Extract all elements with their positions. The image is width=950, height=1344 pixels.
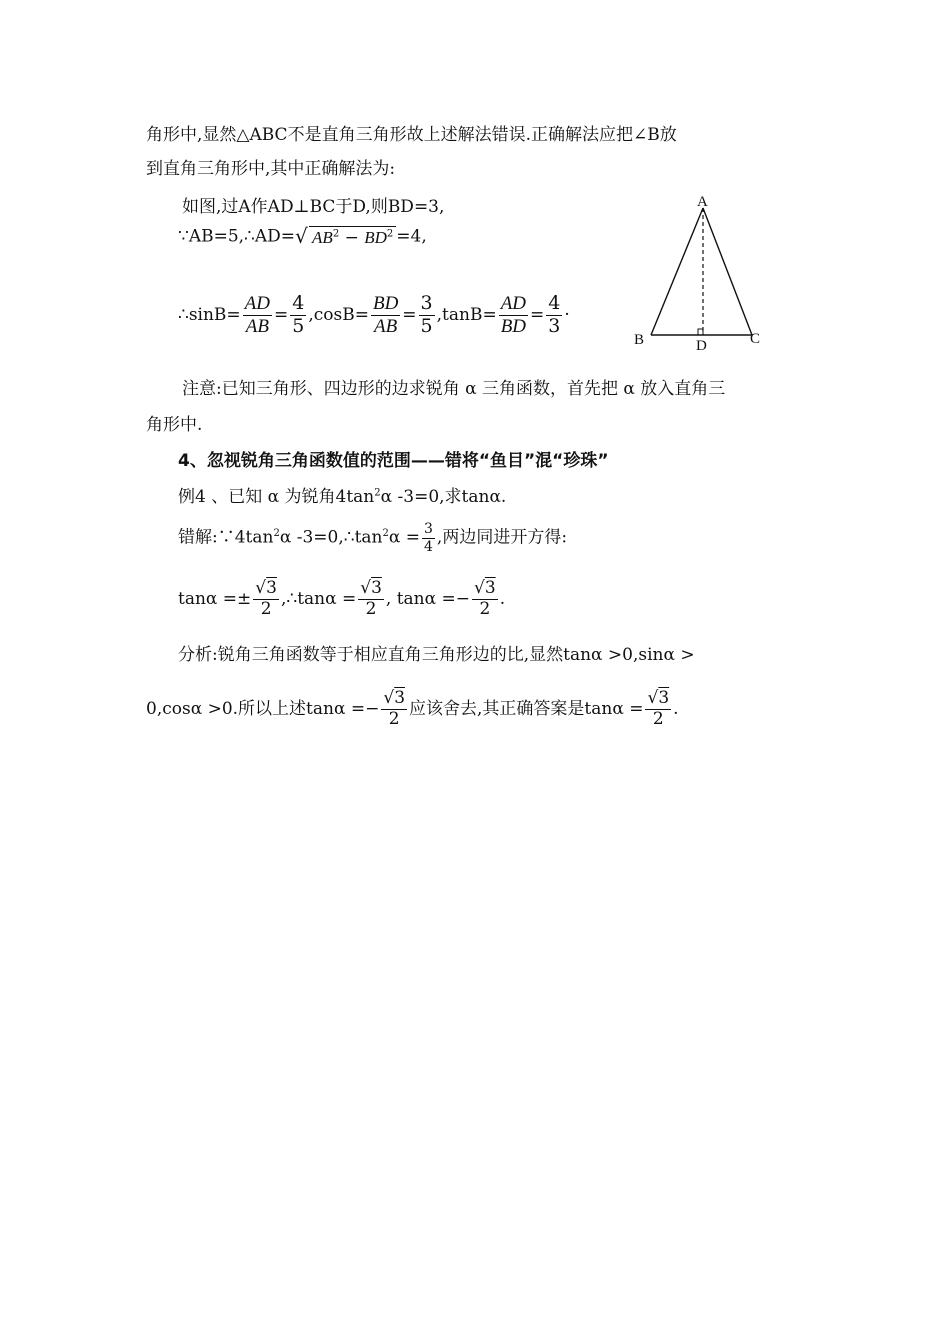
radicand: 3	[484, 578, 496, 598]
label-d: D	[696, 338, 707, 354]
analysis-line	[146, 690, 679, 729]
numerator: AD	[244, 293, 270, 314]
denominator: 2	[388, 708, 400, 729]
numerator: √3	[360, 578, 382, 598]
label-a: A	[697, 194, 708, 210]
text-span: tanα =±	[178, 588, 252, 609]
sqrt-expression	[295, 226, 396, 248]
example-4	[178, 482, 506, 507]
radicand: 3	[658, 688, 670, 708]
numerator: 4	[548, 292, 561, 314]
denominator: 2	[260, 598, 272, 619]
fraction	[371, 294, 400, 337]
numerator: √3	[474, 578, 496, 598]
text-span: ,∴tanα =	[280, 588, 357, 609]
equals: =	[274, 304, 289, 325]
radicand	[309, 226, 396, 248]
radical-sign: √	[295, 224, 308, 248]
section-heading: 4、忽视锐角三角函数值的范围——错将“鱼目”混“珍珠”	[178, 451, 609, 471]
text-span: 错解:∵4tan	[178, 527, 274, 548]
text-span: α -3=0,∴tan	[279, 527, 383, 548]
denominator: 2	[365, 598, 377, 619]
side-ab	[651, 208, 703, 335]
var-bd: BD	[364, 228, 387, 247]
text-span: ,tanB=	[436, 304, 497, 325]
triangle-figure	[628, 190, 778, 355]
text-span: ∵AB=5,∴AD=	[178, 226, 296, 247]
numerator: √3	[647, 688, 670, 708]
numerator: BD	[372, 293, 399, 314]
exponent: 2	[386, 228, 394, 240]
roots-line	[178, 580, 505, 619]
var-ab: AB	[312, 228, 333, 247]
analysis-line: 分析:锐角三角函数等于相应直角三角形边的比,显然tanα >0,sinα >	[178, 645, 695, 665]
fraction	[381, 690, 407, 729]
fraction	[253, 580, 279, 619]
denominator: AB	[245, 315, 269, 337]
text-span: .	[499, 588, 506, 609]
numerator: 3	[420, 292, 433, 314]
text-span: 0,cosα >0.所以上述tanα =−	[146, 698, 380, 719]
side-ac	[703, 208, 752, 335]
text-span: ∴sinB=	[178, 304, 241, 325]
numerator: 4	[292, 292, 305, 314]
fraction	[499, 294, 528, 337]
label-b: B	[634, 332, 645, 348]
exponent: 2	[332, 228, 340, 240]
radicand: 3	[266, 578, 277, 598]
text-span: , tanα =−	[385, 588, 471, 609]
right-angle-mark	[698, 329, 703, 335]
denominator: BD	[500, 315, 527, 337]
fraction	[546, 294, 562, 337]
ad-formula	[178, 226, 427, 248]
denominator: 4	[424, 538, 433, 555]
fraction	[243, 294, 272, 337]
text-line: 到直角三角形中,其中正确解法为:	[146, 159, 396, 179]
solution-intro: 如图,过A作AD⊥BC于D,则BD=3,	[182, 197, 445, 217]
text-span: ·	[564, 304, 570, 325]
denominator: 3	[548, 314, 561, 337]
fraction	[422, 522, 435, 554]
numerator: √3	[255, 578, 277, 598]
text-span: ,两边同进开方得:	[436, 527, 568, 548]
label-c: C	[750, 331, 761, 347]
numerator: AD	[500, 293, 527, 314]
trig-values	[178, 294, 570, 337]
wrong-solution	[178, 522, 567, 554]
fraction	[358, 580, 384, 619]
numerator: 3	[424, 521, 433, 537]
note-line: 角形中.	[146, 415, 203, 435]
denominator: 2	[479, 598, 491, 619]
denominator: 2	[652, 708, 664, 729]
denominator: 5	[420, 314, 433, 337]
radicand: 3	[394, 688, 406, 708]
text-span: =4,	[396, 226, 427, 247]
fraction	[472, 580, 498, 619]
text-span: 应该舍去,其正确答案是tanα =	[409, 698, 644, 719]
equals: =	[530, 304, 545, 325]
text-span: ,cosB=	[308, 304, 369, 325]
radicand: 3	[371, 578, 382, 598]
exponent: 2	[273, 528, 280, 540]
text-span: α -3=0,求tanα.	[380, 487, 507, 507]
fraction	[645, 690, 671, 729]
denominator: 5	[292, 314, 305, 337]
note-line: 注意:已知三角形、四边形的边求锐角 α 三角函数，首先把 α 放入直角三	[182, 379, 726, 399]
equals: =	[402, 304, 417, 325]
text-span: α =	[388, 527, 420, 548]
text-span: 例4 、已知 α 为锐角4tan	[178, 487, 375, 507]
numerator: √3	[383, 688, 406, 708]
text-span: .	[673, 698, 679, 719]
exponent: 2	[382, 528, 389, 540]
exponent: 2	[374, 487, 381, 499]
text-line: 角形中,显然△ABC不是直角三角形故上述解法错误.正确解法应把∠B放	[146, 125, 677, 145]
denominator: AB	[374, 315, 398, 337]
minus: −	[339, 228, 365, 248]
fraction	[290, 294, 306, 337]
fraction	[419, 294, 435, 337]
